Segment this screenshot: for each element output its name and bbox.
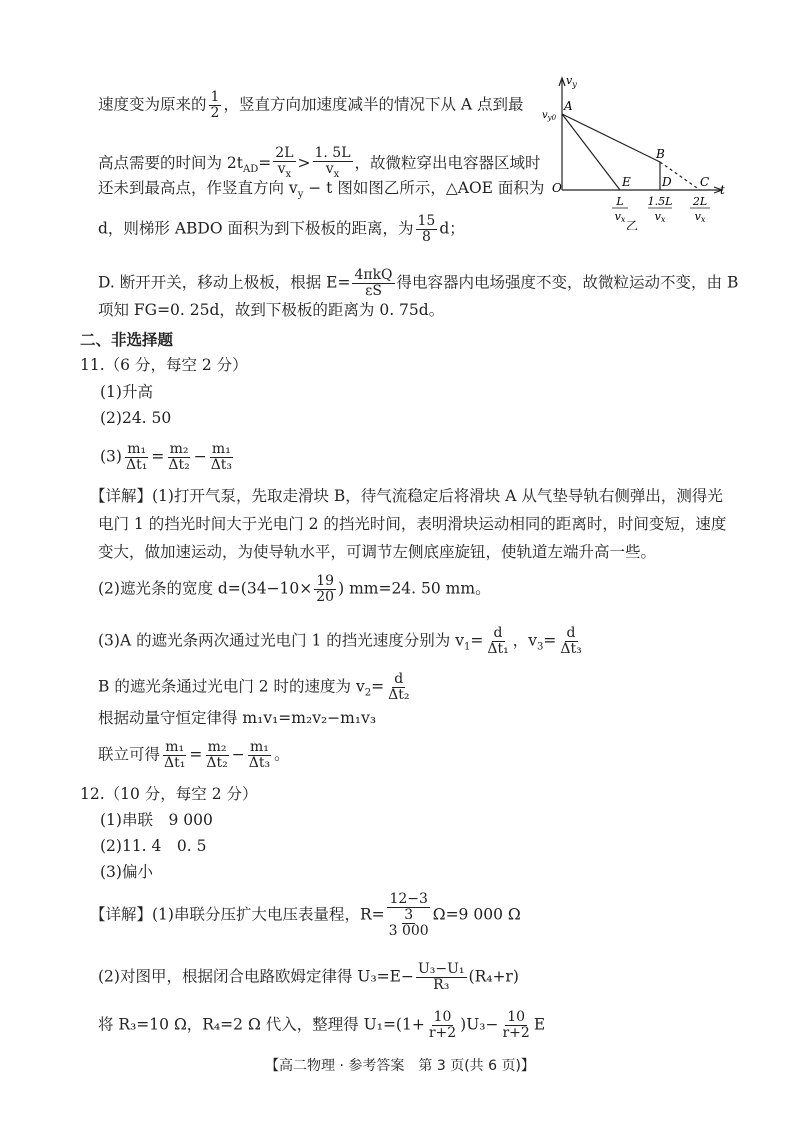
t-axis-label: t [720,183,725,197]
q11-detail-8: 联立可得 $\frac{\text{m₁}}{\text{Δt₁}}$ = $\frac{\text{m₂}}{\text{Δt₂}}$ − $\frac{\text{m₁}}{\text{Δt₃}}$ 。 [98,739,290,771]
line-AB [562,114,660,162]
text: 速度变为原来的 [98,95,207,114]
point-D: D [662,175,672,189]
q12-detail-2: (2)对图甲，根据闭合电路欧姆定律得 U₃=E− $\frac{\text{U₃−U₁}}{\text{R₃}}$ (R₄+r) [98,961,519,993]
q11-detail-6: B 的遮光条通过光电门 2 时的速度为 $v_2=$ $\frac{d}{\text{Δt₂}}$ [98,671,410,703]
text: ，竖直方向加速度减半的情况下从 A 点到最 [223,95,524,114]
q12-answer-2: (2)11. 4 0. 5 [100,837,207,855]
tick-L: L [616,195,624,208]
q11-answer-2: (2)24. 50 [100,409,172,427]
fraction: $\frac{\text{4πkQ}}{\varepsilon S}$ [354,267,393,299]
svg-text:vx: vx [694,210,706,224]
point-E: E [622,175,631,189]
optionD-line-2: 项知 FG=0. 25d，故到下极板的距离为 0. 75d。 [98,301,445,319]
q11-detail-7: 根据动量守恒定律得 m₁v₁=m₂v₂−m₁v₃ [98,709,377,727]
section-heading: 二、非选择题 [80,331,174,349]
optionD-line-1: D. 断开开关，移动上极板，根据 E= $\frac{\text{4πkQ}}{\varepsilon S}$ 得电容器内电场强度不变，故微粒运动不变，由 B [98,267,739,299]
intro-line-1 [98,90,524,121]
origin-label: O [552,181,562,195]
figure-caption: 乙 [625,219,639,230]
intro-line-2: 高点需要的时间为 $2t_{AD}=$ $\frac{2L}{v_x}$ > $\frac{1. 5L}{v_x}$ ，故微粒穿出电容器区域时 [98,145,541,180]
tick-2L: 2L [692,195,708,208]
q12-answer-1: (1)串联 9 000 [100,811,213,829]
q12-answer-3: (3)偏小 [100,863,153,881]
v0-label: $v_{y0}$ [542,110,557,122]
svg-text:vx: vx [614,210,626,224]
fraction: $\frac{15}{8}$ [417,213,436,245]
tick-1.5L: 1.5L [647,195,673,208]
q11-head: 11.（6 分，每空 2 分） [80,356,248,374]
vt-graph-figure [540,70,730,230]
fraction: $\frac{1}{2}$ [210,89,220,121]
page-footer: 【高二物理 · 参考答案 第 3 页(共 6 页)】 [265,1058,535,1074]
q11-detail-1: 【详解】(1)打开气泵，先取走滑块 B，待气流稳定后将滑块 A 从气垫导轨右侧弹出，测得光 [90,487,723,505]
intro-line-4: d，则梯形 ABDO 面积为到下极板的距离，为 $\frac{15}{8}$ d； [98,213,465,245]
q12-detail-3: 将 R₃=10 Ω，R₄=2 Ω 代入，整理得 U₁=(1+ $\frac{10}{r+2}$ )U₃− $\frac{10}{r+2}$ E [98,1009,546,1041]
line-AE [562,114,620,190]
q11-answer-1: (1)升高 [100,383,153,401]
q11-detail-4: (2)遮光条的宽度 d=(34−10× $\frac{19}{20}$ ) mm=24. 50 mm。 [98,573,491,605]
q11-detail-2: 电门 1 的挡光时间大于光电门 2 的挡光时间，表明滑块运动相同的距离时，时间变短，速度 [98,515,727,533]
svg-text:vx: vx [654,210,666,224]
q11-detail-5: (3)A 的遮光条两次通过光电门 1 的挡光速度分别为 $v_1=$ $\frac{d}{\text{Δt₁}}$ ，$v_3=$ $\frac{d}{\text{Δt₃}}$ [98,625,582,657]
q12-detail-1: 【详解】(1)串联分压扩大电压表量程，R= 12−3 3 3 000 Ω=9 000 Ω [90,891,521,939]
y-axis-label: $v_y$ [566,74,577,89]
fraction: $\frac{2L}{v_x}$ [275,145,294,180]
q11-detail-3: 变大，做加速运动，为使导轨水平，可调节左侧底座旋钮，使轨道左端升高一些。 [98,543,657,561]
intro-line-3: 还未到最高点，作竖直方向 $v_y - t$ 图如图乙所示，△AOE 面积为 [98,179,545,201]
q12-head: 12.（10 分，每空 2 分） [80,785,258,803]
point-B: B [656,147,665,161]
point-A: A [564,99,573,113]
fraction: $\frac{1. 5L}{v_x}$ [314,145,351,180]
q11-answer-3: (3) $\frac{\text{m₁}}{\text{Δt₁}}$ = $\frac{\text{m₂}}{\text{Δt₂}}$ − $\frac{\text{m₁}}{\text{Δt₃}}$ [100,441,233,473]
point-C: C [700,175,710,189]
